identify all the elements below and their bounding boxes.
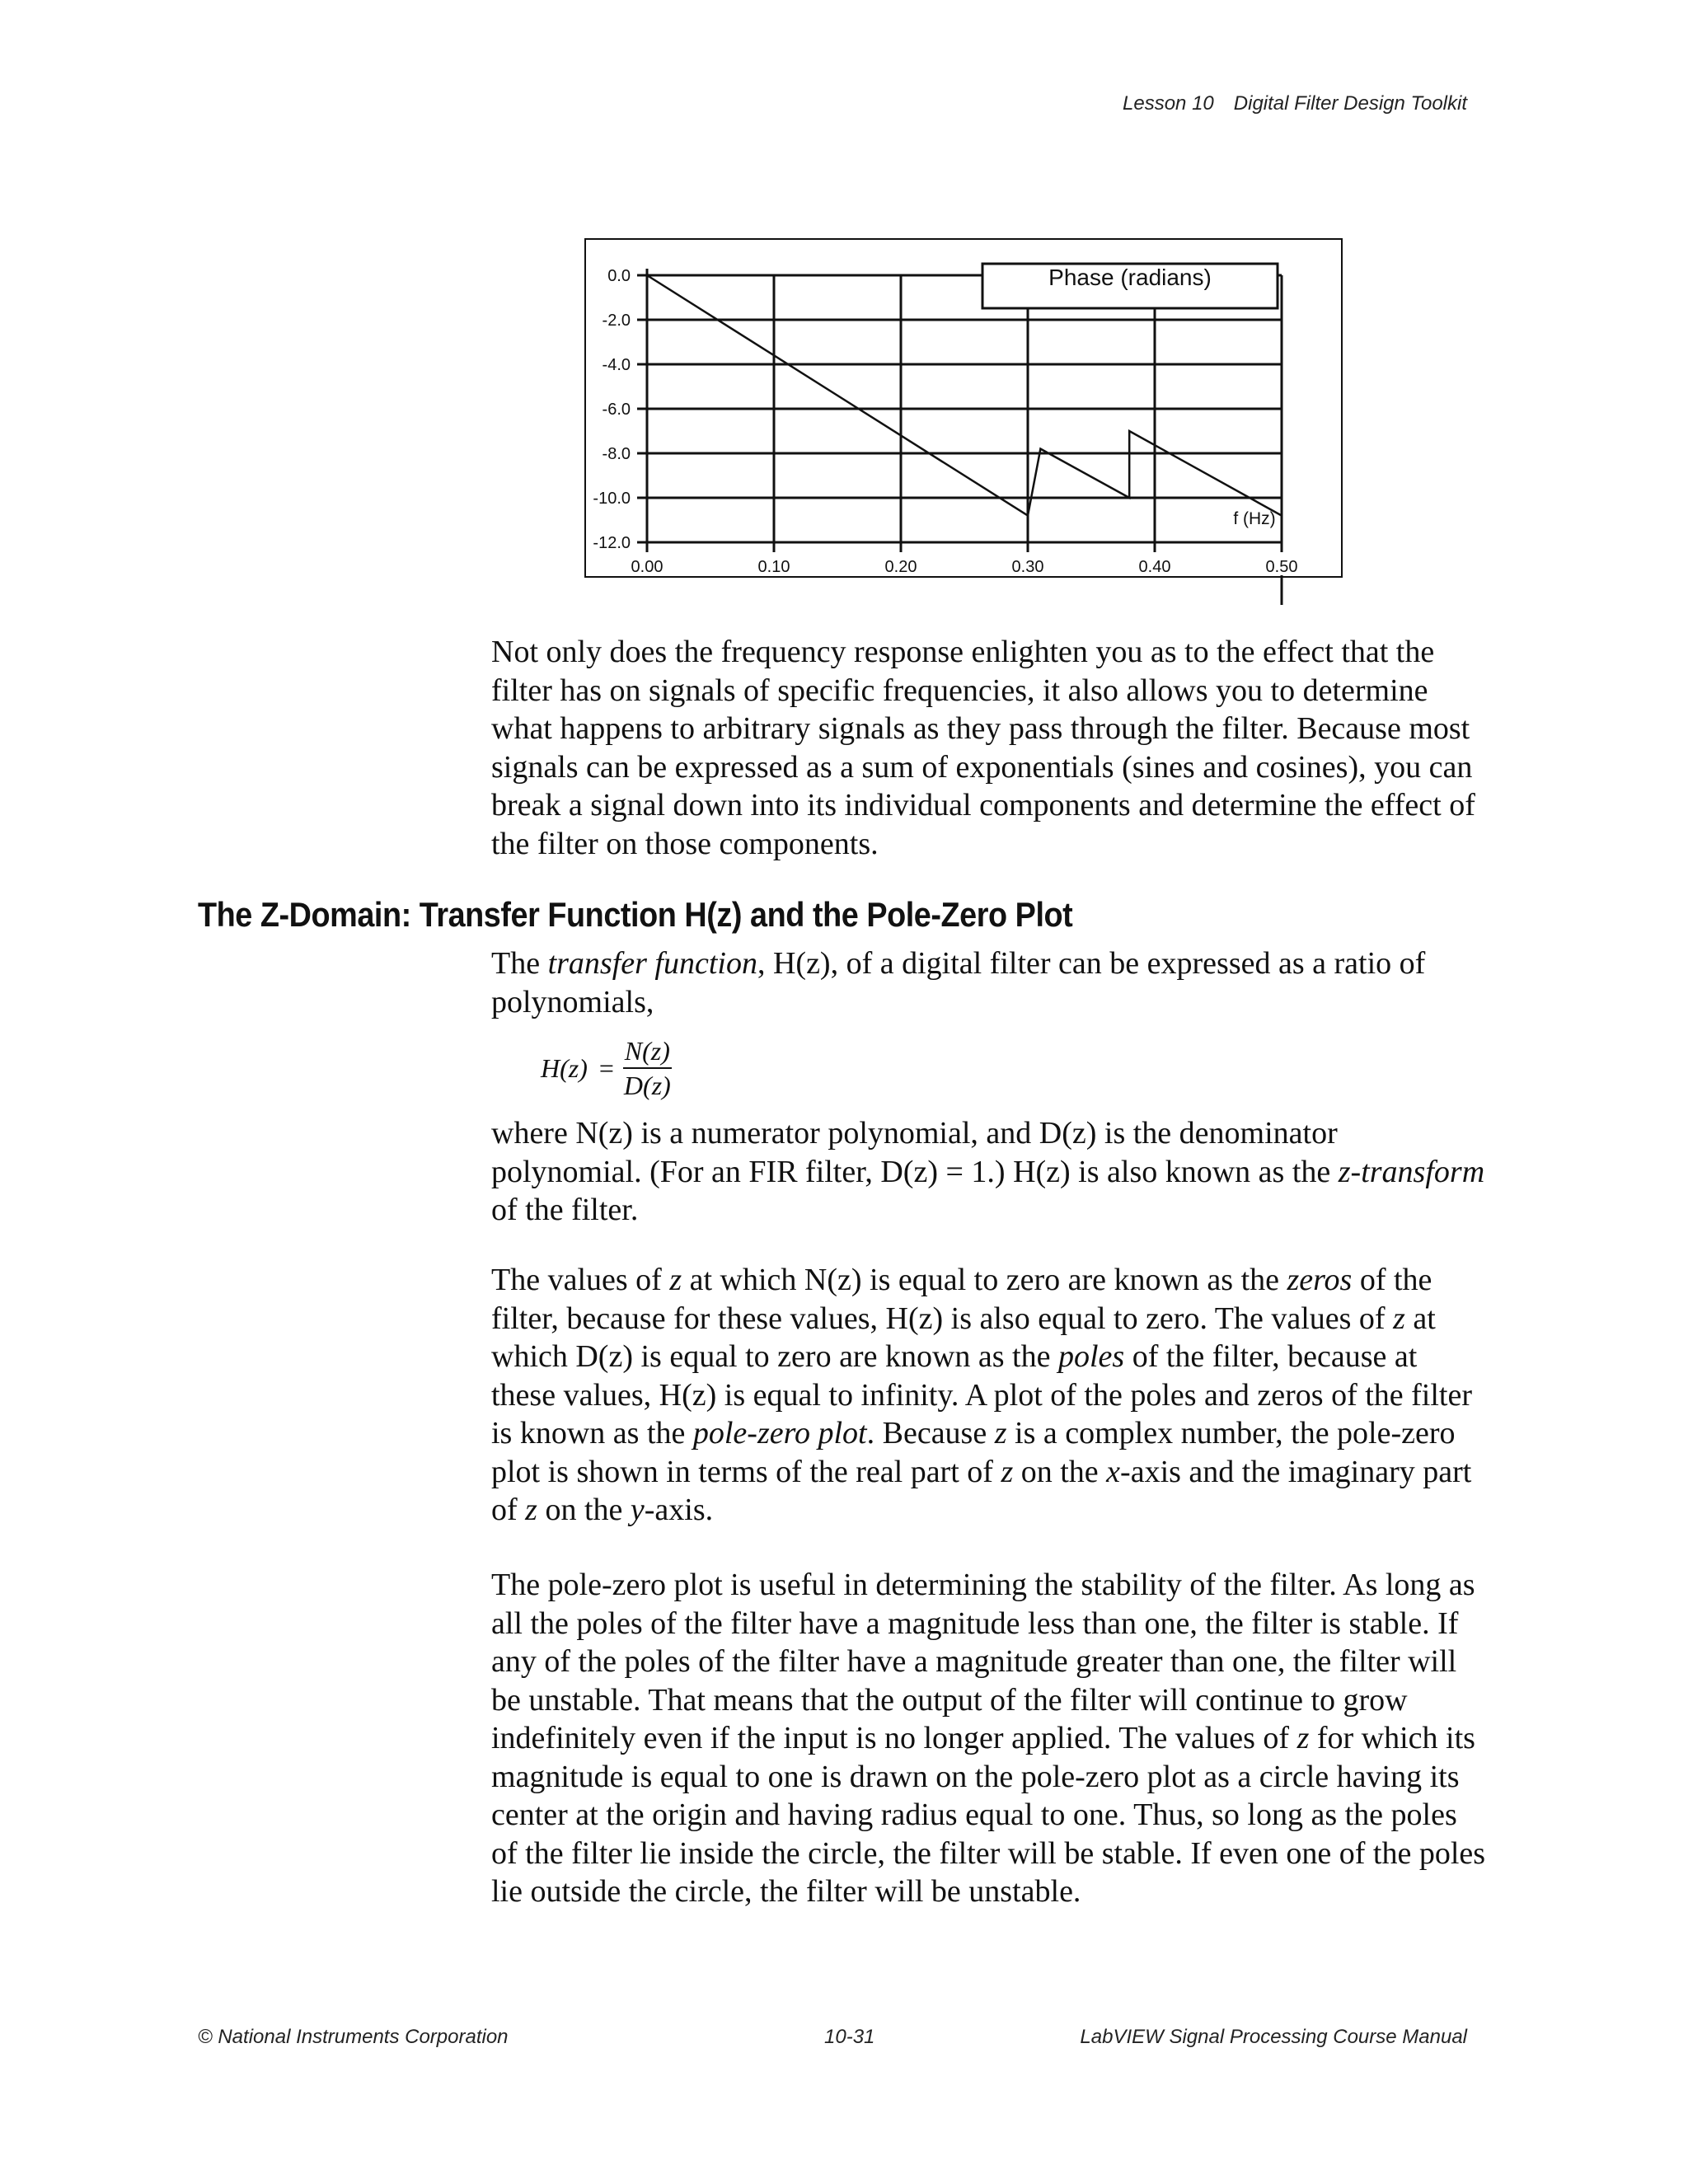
equation-equals: = (598, 1052, 614, 1083)
x-tick-label: 0.30 (1011, 558, 1044, 576)
phase-chart (577, 232, 1352, 612)
transfer-function-equation (541, 1035, 673, 1101)
x-tick-label: 0.50 (1265, 558, 1298, 576)
y-tick-label: 0.0 (607, 267, 631, 285)
y-tick-label: -4.0 (602, 356, 631, 374)
term-pole-zero-plot: pole-zero plot (692, 1416, 867, 1451)
x-tick-label: 0.40 (1138, 558, 1171, 576)
chart-title-box (982, 264, 1278, 308)
equation-fraction (622, 1035, 673, 1101)
y-tick-label: -8.0 (602, 445, 631, 463)
paragraph-frequency-response: Not only does the frequency response enlighten you as to the effect that the filter has on signals of specific frequencies, it also allows you to determine what happens to arbitrary signals as they pass through the filter. Because most signals can be expressed as a sum of exponentials (sines and cosines), you can break a signal down into its individual components and determine the effect of the filter on those components. (491, 635, 1475, 861)
header-lesson: Lesson 10 (1123, 92, 1214, 115)
y-tick-label: -6.0 (602, 401, 631, 419)
header-title: Digital Filter Design Toolkit (1233, 92, 1467, 115)
footer-page-number: 10-31 (824, 2026, 875, 2048)
chart-tick-labels (593, 267, 1297, 576)
footer-copyright: © National Instruments Corporation (198, 2026, 509, 2048)
y-tick-label: -12.0 (593, 534, 631, 552)
running-header (1123, 92, 1467, 115)
paragraph-transfer-function: The transfer function, H(z), of a digital filter can be expressed as a ratio of polynomials, (491, 946, 1426, 1019)
term-zeros: zeros (1287, 1263, 1353, 1297)
paragraph-stability: The pole-zero plot is useful in determining the stability of the filter. As long as all the poles of the filter have a magnitude less than one, the filter is stable. If any of the poles of the filter have a magnitude greater than one, the filter will be unstable. That means that the output of the filter will continue to grow indefinitely even if the input is no longer applied. The values of z for which its magnitude is equal to one is drawn on the pole-zero plot as a circle having its center at the origin and having radius equal to one. Thus, so long as the poles of the filter lie inside the circle, the filter will be stable. If even one of the poles lie outside the circle, the filter will be unstable. (491, 1568, 1486, 1909)
equation-lhs: H(z) (541, 1052, 588, 1083)
x-tick-label: 0.20 (884, 558, 917, 576)
term-transfer-function: transfer function (547, 946, 757, 981)
y-tick-label: -2.0 (602, 312, 631, 330)
paragraph-poles-zeros: The values of z at which N(z) is equal to zero are known as the zeros of the filter, because for these values, H(z) is also equal to zero. The values of z at which D(z) is equal to zero are known as the poles of the filter, because at these values, H(z) is equal to infinity. A plot of the poles and zeros of the filter is known as the pole-zero plot. Because z is a complex number, the pole-zero plot is shown in terms of the real part of z on the x-axis and the imaginary part of z on the y-axis. (491, 1263, 1473, 1527)
equation-denominator: D(z) (623, 1071, 671, 1100)
equation-numerator: N(z) (623, 1035, 672, 1069)
chart-xlabel: f (Hz) (1233, 509, 1276, 528)
term-poles: poles (1057, 1339, 1125, 1374)
y-tick-label: -10.0 (593, 490, 631, 508)
section-heading: The Z-Domain: Transfer Function H(z) and the Pole-Zero Plot (198, 895, 1073, 934)
paragraph-z-transform: where N(z) is a numerator polynomial, and D(z) is the denominator polynomial. (For an FIR filter, D(z) = 1.) H(z) is also known as the z-transform of the filter. (491, 1116, 1485, 1227)
x-tick-label: 0.10 (757, 558, 790, 576)
footer-manual-title: LabVIEW Signal Processing Course Manual (1080, 2026, 1467, 2048)
chart-title: Phase (radians) (1048, 265, 1212, 290)
chart-grid (647, 275, 1282, 542)
term-z-transform: z-transform (1338, 1154, 1485, 1189)
x-tick-label: 0.00 (631, 558, 663, 576)
